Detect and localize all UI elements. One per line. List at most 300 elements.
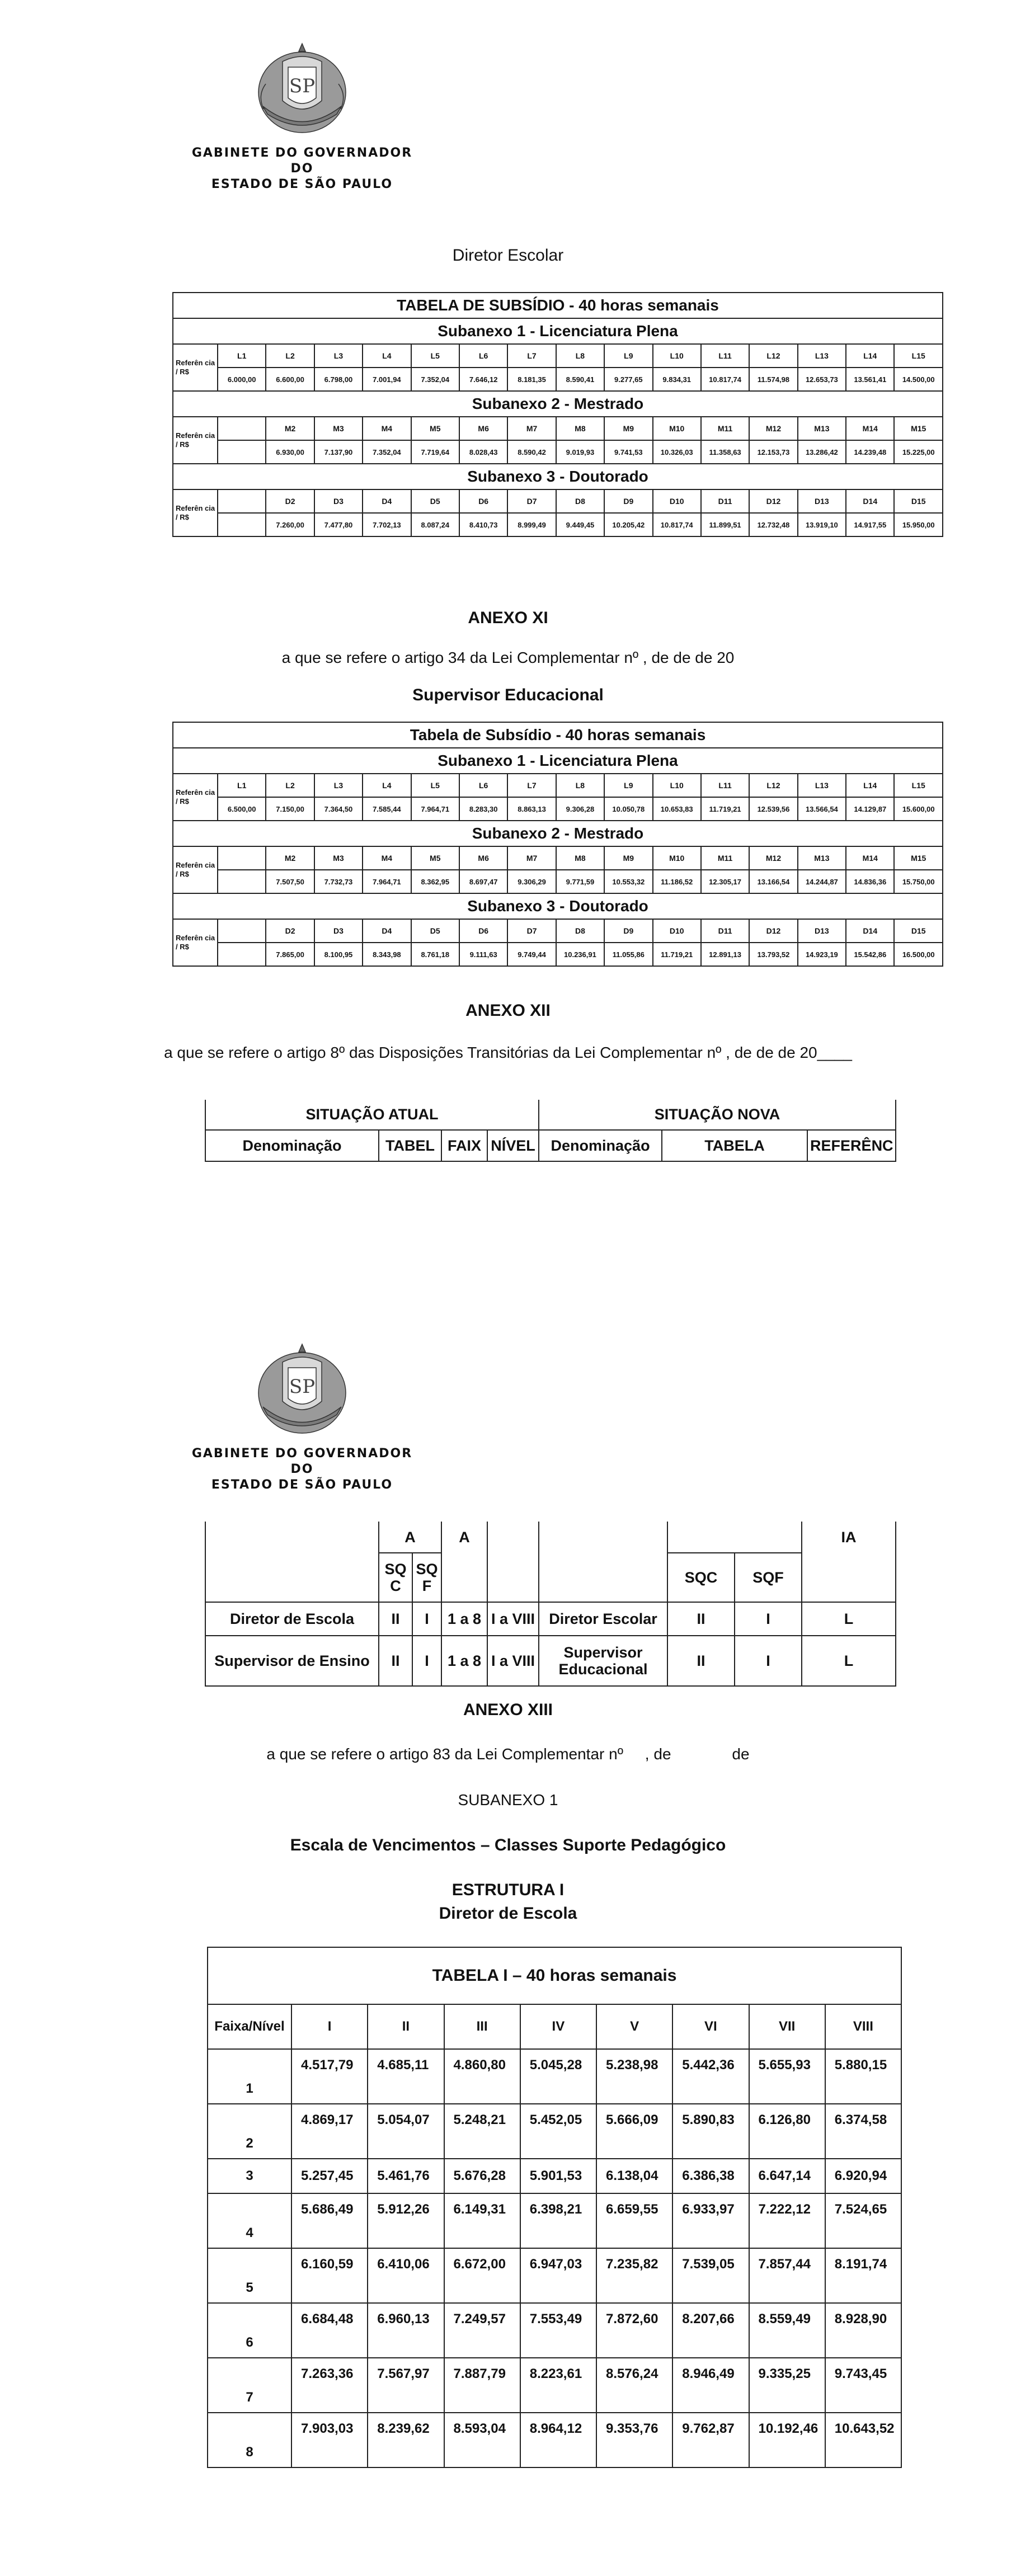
subanexo-title: Subanexo 1 - Licenciatura Plena [173, 318, 943, 344]
subanexo-label: SUBANEXO 1 [458, 1791, 558, 1809]
salary-value: 8.181,35 [507, 368, 556, 391]
level-label: M7 [507, 846, 556, 870]
level-label: D9 [604, 489, 652, 513]
anexo-xiii-title: ANEXO XIII [463, 1701, 553, 1719]
level-label: D10 [653, 919, 701, 943]
level-label: D7 [507, 489, 556, 513]
level-label: L6 [459, 344, 507, 368]
level-label: M12 [749, 846, 797, 870]
empty-cell [802, 1553, 896, 1602]
cell-tabela-nova: I [735, 1636, 802, 1686]
level-label: M10 [653, 846, 701, 870]
salary-value: 7.865,00 [266, 943, 314, 966]
salary-value: 15.542,86 [846, 943, 894, 966]
salary-value: 7.872,60 [596, 2303, 672, 2358]
cell-denominacao: Supervisor de Ensino [205, 1636, 379, 1686]
column-header: FAIX [441, 1130, 487, 1161]
level-header: II [368, 2004, 444, 2049]
cell-tabela-nova: II [667, 1636, 735, 1686]
level-label: D15 [894, 489, 943, 513]
salary-value: 7.539,05 [672, 2248, 749, 2303]
level-label: D3 [314, 919, 363, 943]
cell-denominacao-nova: Diretor Escolar [539, 1602, 667, 1636]
level-label: L2 [266, 344, 314, 368]
level-label: D3 [314, 489, 363, 513]
level-label: D5 [411, 489, 459, 513]
subsidy-table-diretor [172, 292, 943, 537]
salary-value: 12.732,48 [749, 513, 797, 536]
level-label: M4 [363, 417, 411, 440]
column-header: NÍVEL [487, 1130, 539, 1161]
level-label: L9 [604, 344, 652, 368]
level-label: M13 [798, 417, 846, 440]
level-header: VII [749, 2004, 825, 2049]
salary-value: 9.335,25 [749, 2358, 825, 2413]
cell-tabela: I [412, 1602, 441, 1636]
salary-value: 10.817,74 [653, 513, 701, 536]
salary-value: 7.001,94 [363, 368, 411, 391]
salary-value: 7.553,49 [520, 2303, 596, 2358]
header-line-state: ESTADO DE SÃO PAULO [211, 1478, 393, 1492]
column-header: REFERÊNC [807, 1130, 896, 1161]
level-label: D13 [798, 919, 846, 943]
salary-value: 14.239,48 [846, 440, 894, 464]
empty-cell [218, 870, 266, 893]
salary-value: 5.238,98 [596, 2049, 672, 2104]
table-row [208, 2193, 901, 2248]
level-label: L11 [701, 344, 749, 368]
header-fragment: A [441, 1522, 487, 1553]
salary-value: 5.676,28 [444, 2159, 520, 2193]
salary-value: 12.305,17 [701, 870, 749, 893]
salary-value: 10.817,74 [701, 368, 749, 391]
salary-value: 4.685,11 [368, 2049, 444, 2104]
salary-value: 6.659,55 [596, 2193, 672, 2248]
svg-text:SP: SP [289, 75, 316, 97]
salary-scale-table [207, 1947, 902, 2468]
reference-label: Referên cia / R$ [173, 846, 218, 893]
faixa-label: 1 [208, 2049, 291, 2104]
salary-value: 8.100,95 [314, 943, 363, 966]
column-header: Denominação [539, 1130, 662, 1161]
salary-value: 7.964,71 [411, 797, 459, 821]
salary-value: 9.306,29 [507, 870, 556, 893]
header-line-governor: GABINETE DO GOVERNADOR [191, 1447, 413, 1461]
table-row [208, 2413, 901, 2467]
salary-value: 9.111,63 [459, 943, 507, 966]
salary-value: 12.539,56 [749, 797, 797, 821]
salary-value: 6.374,58 [825, 2104, 901, 2159]
salary-value: 8.207,66 [672, 2303, 749, 2358]
cell-nivel: I a VIII [487, 1602, 539, 1636]
empty-cell [205, 1553, 379, 1602]
level-header: V [596, 2004, 672, 2049]
salary-value: 8.576,24 [596, 2358, 672, 2413]
level-label: D8 [556, 489, 604, 513]
level-label: M11 [701, 846, 749, 870]
table-row [208, 2049, 901, 2104]
salary-value: 11.719,21 [701, 797, 749, 821]
empty-cell [441, 1553, 487, 1602]
salary-value: 6.398,21 [520, 2193, 596, 2248]
table-title: Tabela de Subsídio - 40 horas semanais [173, 722, 943, 748]
empty-cell [487, 1522, 539, 1553]
table-row [208, 2358, 901, 2413]
salary-value: 6.647,14 [749, 2159, 825, 2193]
salary-value: 9.306,28 [556, 797, 604, 821]
empty-cell [205, 1522, 379, 1553]
level-label: D10 [653, 489, 701, 513]
level-label: M15 [894, 846, 943, 870]
level-label: D4 [363, 489, 411, 513]
salary-value: 4.869,17 [291, 2104, 368, 2159]
column-header: TABELA [662, 1130, 807, 1161]
situacao-atual-header: SITUAÇÃO ATUAL [205, 1100, 539, 1130]
salary-value: 13.566,54 [798, 797, 846, 821]
subanexo-title: Subanexo 3 - Doutorado [173, 893, 943, 919]
salary-value: 6.930,00 [266, 440, 314, 464]
government-header [185, 1340, 420, 1493]
salary-value: 14.129,87 [846, 797, 894, 821]
column-header: Denominação [205, 1130, 379, 1161]
level-label: M4 [363, 846, 411, 870]
cell-faixa: 1 a 8 [441, 1602, 487, 1636]
empty-cell [218, 846, 266, 870]
level-label: L13 [798, 774, 846, 797]
table-row [205, 1602, 896, 1636]
level-label: M2 [266, 417, 314, 440]
cell-tabela-nova: I [735, 1602, 802, 1636]
cell-faixa: 1 a 8 [441, 1636, 487, 1686]
empty-cell [218, 513, 266, 536]
table-row [208, 2159, 901, 2193]
level-label: L10 [653, 774, 701, 797]
salary-value: 12.653,73 [798, 368, 846, 391]
empty-cell [667, 1522, 802, 1553]
column-header: TABEL [379, 1130, 441, 1161]
level-label: L10 [653, 344, 701, 368]
reference-label: Referên cia / R$ [173, 774, 218, 821]
salary-value: 7.567,97 [368, 2358, 444, 2413]
salary-value: 6.798,00 [314, 368, 363, 391]
salary-value: 7.222,12 [749, 2193, 825, 2248]
faixa-label: 3 [208, 2159, 291, 2193]
salary-value: 7.477,80 [314, 513, 363, 536]
header-line-state: ESTADO DE SÃO PAULO [211, 177, 393, 191]
salary-value: 10.326,03 [653, 440, 701, 464]
empty-cell [218, 943, 266, 966]
column-header: SQ C [379, 1553, 412, 1602]
level-label: M13 [798, 846, 846, 870]
level-label: M8 [556, 846, 604, 870]
level-label: L2 [266, 774, 314, 797]
level-label: L7 [507, 774, 556, 797]
salary-value: 10.205,42 [604, 513, 652, 536]
salary-value: 6.920,94 [825, 2159, 901, 2193]
level-label: L15 [894, 774, 943, 797]
salary-value: 14.244,87 [798, 870, 846, 893]
salary-value: 13.793,52 [749, 943, 797, 966]
salary-value: 5.890,83 [672, 2104, 749, 2159]
level-label: L1 [218, 774, 266, 797]
salary-value: 10.653,83 [653, 797, 701, 821]
salary-value: 9.743,45 [825, 2358, 901, 2413]
salary-value: 7.702,13 [363, 513, 411, 536]
salary-value: 8.761,18 [411, 943, 459, 966]
level-label: D5 [411, 919, 459, 943]
salary-value: 5.655,93 [749, 2049, 825, 2104]
salary-value: 11.899,51 [701, 513, 749, 536]
cell-tabela: I [412, 1636, 441, 1686]
level-label: M9 [604, 417, 652, 440]
salary-value: 7.585,44 [363, 797, 411, 821]
salary-value: 13.561,41 [846, 368, 894, 391]
level-label: L3 [314, 774, 363, 797]
salary-value: 7.507,50 [266, 870, 314, 893]
salary-value: 14.836,36 [846, 870, 894, 893]
salary-value: 9.449,45 [556, 513, 604, 536]
salary-value: 6.149,31 [444, 2193, 520, 2248]
level-header: VIII [825, 2004, 901, 2049]
column-header: SQC [667, 1553, 735, 1602]
empty-cell [218, 417, 266, 440]
cell-denominacao: Diretor de Escola [205, 1602, 379, 1636]
salary-value: 11.719,21 [653, 943, 701, 966]
reference-label: Referên cia / R$ [173, 919, 218, 966]
escala-title: Escala de Vencimentos – Classes Suporte Pedagógico [290, 1836, 726, 1854]
salary-value: 8.410,73 [459, 513, 507, 536]
salary-value: 6.933,97 [672, 2193, 749, 2248]
salary-value: 11.055,86 [604, 943, 652, 966]
salary-value: 6.000,00 [218, 368, 266, 391]
salary-value: 7.364,50 [314, 797, 363, 821]
level-label: M6 [459, 417, 507, 440]
salary-value: 8.239,62 [368, 2413, 444, 2467]
salary-value: 7.857,44 [749, 2248, 825, 2303]
salary-value: 10.050,78 [604, 797, 652, 821]
level-label: L14 [846, 774, 894, 797]
salary-value: 7.524,65 [825, 2193, 901, 2248]
salary-value: 12.891,13 [701, 943, 749, 966]
salary-value: 15.950,00 [894, 513, 943, 536]
level-label: L5 [411, 344, 459, 368]
salary-value: 10.643,52 [825, 2413, 901, 2467]
salary-value: 7.352,04 [411, 368, 459, 391]
anexo-xiii-reference: a que se refere o artigo 83 da Lei Complementar nº , de de [266, 1745, 750, 1763]
salary-value: 6.386,38 [672, 2159, 749, 2193]
supervisor-title: Supervisor Educacional [412, 686, 604, 704]
salary-value: 8.283,30 [459, 797, 507, 821]
salary-value: 5.257,45 [291, 2159, 368, 2193]
reference-label: Referên cia / R$ [173, 344, 218, 391]
salary-value: 11.574,98 [749, 368, 797, 391]
header-fragment: IA [802, 1522, 896, 1553]
level-label: M10 [653, 417, 701, 440]
salary-value: 5.248,21 [444, 2104, 520, 2159]
salary-value: 4.860,80 [444, 2049, 520, 2104]
salary-value: 6.138,04 [596, 2159, 672, 2193]
salary-value: 6.160,59 [291, 2248, 368, 2303]
salary-value: 7.646,12 [459, 368, 507, 391]
salary-value: 11.358,63 [701, 440, 749, 464]
salary-value: 5.901,53 [520, 2159, 596, 2193]
salary-value: 6.126,80 [749, 2104, 825, 2159]
table-row [208, 2104, 901, 2159]
anexo-xii-reference: a que se refere o artigo 8º das Disposições Transitórias da Lei Complementar nº , de de de 20____ [164, 1044, 852, 1061]
table-row [205, 1636, 896, 1686]
salary-value: 15.600,00 [894, 797, 943, 821]
subanexo-title: Subanexo 3 - Doutorado [173, 464, 943, 489]
salary-value: 14.917,55 [846, 513, 894, 536]
salary-value: 7.137,90 [314, 440, 363, 464]
salary-value: 8.697,47 [459, 870, 507, 893]
salary-value: 5.442,36 [672, 2049, 749, 2104]
salary-value: 10.236,91 [556, 943, 604, 966]
salary-value: 7.903,03 [291, 2413, 368, 2467]
salary-value: 7.732,73 [314, 870, 363, 893]
salary-value: 6.500,00 [218, 797, 266, 821]
level-label: M14 [846, 417, 894, 440]
faixa-label: 4 [208, 2193, 291, 2248]
level-label: D14 [846, 919, 894, 943]
salary-value: 8.946,49 [672, 2358, 749, 2413]
cell-referencia: L [802, 1636, 896, 1686]
salary-value: 9.749,44 [507, 943, 556, 966]
salary-value: 7.263,36 [291, 2358, 368, 2413]
subanexo-title: Subanexo 2 - Mestrado [173, 391, 943, 417]
reference-label: Referên cia / R$ [173, 417, 218, 464]
level-label: L3 [314, 344, 363, 368]
level-label: D6 [459, 919, 507, 943]
salary-value: 11.186,52 [653, 870, 701, 893]
cell-referencia: L [802, 1602, 896, 1636]
level-label: M8 [556, 417, 604, 440]
salary-value: 8.223,61 [520, 2358, 596, 2413]
cell-tabela-nova: II [667, 1602, 735, 1636]
level-label: D6 [459, 489, 507, 513]
salary-value: 10.553,32 [604, 870, 652, 893]
table-row [208, 2303, 901, 2358]
salary-value: 14.500,00 [894, 368, 943, 391]
level-label: D2 [266, 489, 314, 513]
sao-paulo-coat-of-arms-seal [249, 39, 355, 145]
salary-value: 6.684,48 [291, 2303, 368, 2358]
level-label: M6 [459, 846, 507, 870]
salary-value: 8.928,90 [825, 2303, 901, 2358]
empty-cell [539, 1522, 667, 1553]
faixa-label: 2 [208, 2104, 291, 2159]
level-header: I [291, 2004, 368, 2049]
salary-value: 5.880,15 [825, 2049, 901, 2104]
cell-denominacao-nova: Supervisor Educacional [539, 1636, 667, 1686]
level-header: VI [672, 2004, 749, 2049]
salary-value: 15.750,00 [894, 870, 943, 893]
cell-tabela: II [379, 1636, 412, 1686]
salary-value: 6.672,00 [444, 2248, 520, 2303]
anexo-xi-title: ANEXO XI [468, 609, 548, 627]
column-header: SQ F [412, 1553, 441, 1602]
table-title: TABELA DE SUBSÍDIO - 40 horas semanais [173, 293, 943, 318]
salary-value: 8.362,95 [411, 870, 459, 893]
level-label: L9 [604, 774, 652, 797]
salary-value: 4.517,79 [291, 2049, 368, 2104]
level-label: D7 [507, 919, 556, 943]
level-label: M11 [701, 417, 749, 440]
salary-value: 5.045,28 [520, 2049, 596, 2104]
level-label: D15 [894, 919, 943, 943]
salary-value: 6.947,03 [520, 2248, 596, 2303]
salary-value: 9.762,87 [672, 2413, 749, 2467]
faixa-label: 5 [208, 2248, 291, 2303]
salary-value: 7.150,00 [266, 797, 314, 821]
sao-paulo-coat-of-arms-seal [249, 1340, 355, 1446]
level-label: M12 [749, 417, 797, 440]
level-label: M2 [266, 846, 314, 870]
salary-value: 12.153,73 [749, 440, 797, 464]
level-label: D13 [798, 489, 846, 513]
salary-value: 5.666,09 [596, 2104, 672, 2159]
salary-value: 8.999,49 [507, 513, 556, 536]
level-label: D12 [749, 489, 797, 513]
salary-value: 9.741,53 [604, 440, 652, 464]
anexo-xi-reference: a que se refere o artigo 34 da Lei Complementar nº , de de de 20 [281, 649, 735, 666]
salary-value: 8.343,98 [363, 943, 411, 966]
table-title: TABELA I – 40 horas semanais [208, 1947, 901, 2004]
level-label: M15 [894, 417, 943, 440]
cell-tabela: II [379, 1602, 412, 1636]
level-label: L4 [363, 774, 411, 797]
salary-value: 9.019,93 [556, 440, 604, 464]
level-label: L8 [556, 774, 604, 797]
salary-value: 9.834,31 [653, 368, 701, 391]
level-header: IV [520, 2004, 596, 2049]
salary-value: 9.771,59 [556, 870, 604, 893]
salary-value: 13.166,54 [749, 870, 797, 893]
salary-value: 15.225,00 [894, 440, 943, 464]
salary-value: 7.352,04 [363, 440, 411, 464]
salary-value: 5.686,49 [291, 2193, 368, 2248]
level-label: D14 [846, 489, 894, 513]
level-label: D11 [701, 489, 749, 513]
level-label: M3 [314, 417, 363, 440]
anexo-xii-title: ANEXO XII [465, 1001, 551, 1020]
cell-nivel: I a VIII [487, 1636, 539, 1686]
level-label: L14 [846, 344, 894, 368]
header-line-governor: GABINETE DO GOVERNADOR [191, 146, 413, 160]
faixa-label: 6 [208, 2303, 291, 2358]
level-header: III [444, 2004, 520, 2049]
salary-value: 7.887,79 [444, 2358, 520, 2413]
salary-value: 7.235,82 [596, 2248, 672, 2303]
salary-value: 14.923,19 [798, 943, 846, 966]
salary-value: 8.087,24 [411, 513, 459, 536]
level-label: M3 [314, 846, 363, 870]
government-header [185, 39, 420, 192]
salary-value: 7.249,57 [444, 2303, 520, 2358]
level-label: L6 [459, 774, 507, 797]
salary-value: 6.410,06 [368, 2248, 444, 2303]
salary-value: 8.028,43 [459, 440, 507, 464]
reference-label: Referên cia / R$ [173, 489, 218, 536]
level-label: D8 [556, 919, 604, 943]
header-line-do: DO [290, 162, 314, 176]
cargo-title: Diretor de Escola [439, 1904, 577, 1923]
salary-value: 8.590,41 [556, 368, 604, 391]
level-label: D11 [701, 919, 749, 943]
salary-value: 8.191,74 [825, 2248, 901, 2303]
faixa-label: 7 [208, 2358, 291, 2413]
salary-value: 8.964,12 [520, 2413, 596, 2467]
